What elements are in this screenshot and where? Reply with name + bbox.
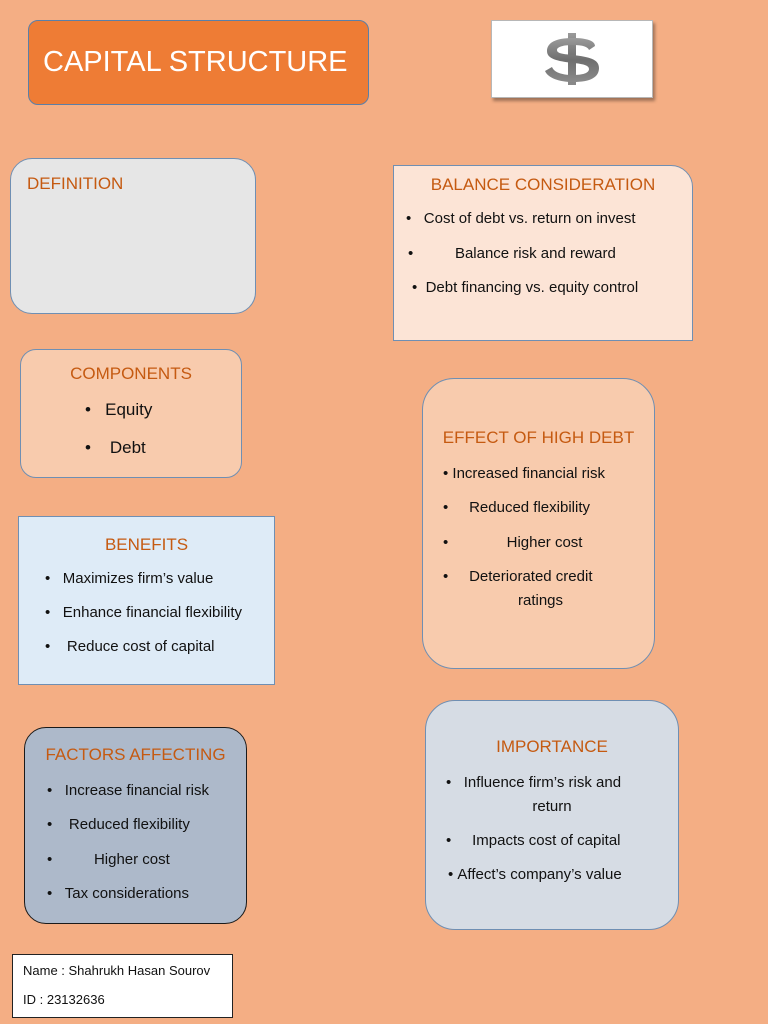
factors-affecting-box xyxy=(24,727,247,924)
list-item: • Tax considerations xyxy=(47,885,189,902)
list-item: • Balance risk and reward xyxy=(408,245,616,262)
benefits-heading: BENEFITS xyxy=(104,535,189,554)
list-item: • Higher cost xyxy=(443,534,583,551)
components-heading: COMPONENTS xyxy=(70,364,192,383)
factors-heading: FACTORS AFFECTING xyxy=(45,745,226,764)
list-item: • Maximizes firm’s value xyxy=(45,570,214,587)
importance-heading: IMPORTANCE xyxy=(496,737,608,756)
list-item: • Reduced flexibility xyxy=(443,499,590,516)
list-item: • Debt xyxy=(85,438,146,457)
list-item: • Increase financial risk xyxy=(47,782,209,799)
list-item: • Debt financing vs. equity control xyxy=(412,279,639,296)
list-item: • Enhance financial flexibility xyxy=(45,604,243,621)
list-item: • Influence firm’s risk and xyxy=(446,774,622,791)
author-id: ID : 23132636 xyxy=(23,992,105,1007)
list-item: • Increased financial risk xyxy=(443,465,605,482)
author-name: Name : Shahrukh Hasan Sourov xyxy=(23,963,211,978)
components-box xyxy=(20,349,242,478)
dollar-sign-icon xyxy=(537,31,607,87)
author-info-box xyxy=(12,954,233,1018)
list-item-continuation: return xyxy=(532,798,572,815)
effect-of-high-debt-box xyxy=(422,378,655,669)
benefits-box xyxy=(18,516,275,685)
list-item-continuation: ratings xyxy=(517,592,564,609)
list-item: • Higher cost xyxy=(47,851,170,868)
list-item: • Reduced flexibility xyxy=(47,816,190,833)
definition-box xyxy=(10,158,256,314)
page-title: CAPITAL STRUCTURE xyxy=(43,46,348,78)
title-banner xyxy=(28,20,369,105)
list-item: • Equity xyxy=(85,400,153,419)
list-item: • Affect’s company’s value xyxy=(448,866,622,883)
list-item: • Cost of debt vs. return on invest xyxy=(406,210,636,227)
importance-box xyxy=(425,700,679,930)
list-item: • Impacts cost of capital xyxy=(446,832,621,849)
balance-consideration-box xyxy=(393,165,693,341)
list-item: • Deteriorated credit xyxy=(443,568,593,585)
balance-heading: BALANCE CONSIDERATION xyxy=(430,175,656,194)
definition-heading: DEFINITION xyxy=(27,174,124,193)
list-item: • Reduce cost of capital xyxy=(45,638,215,655)
dollar-card xyxy=(491,20,653,98)
high-debt-heading: EFFECT OF HIGH DEBT xyxy=(442,428,635,447)
